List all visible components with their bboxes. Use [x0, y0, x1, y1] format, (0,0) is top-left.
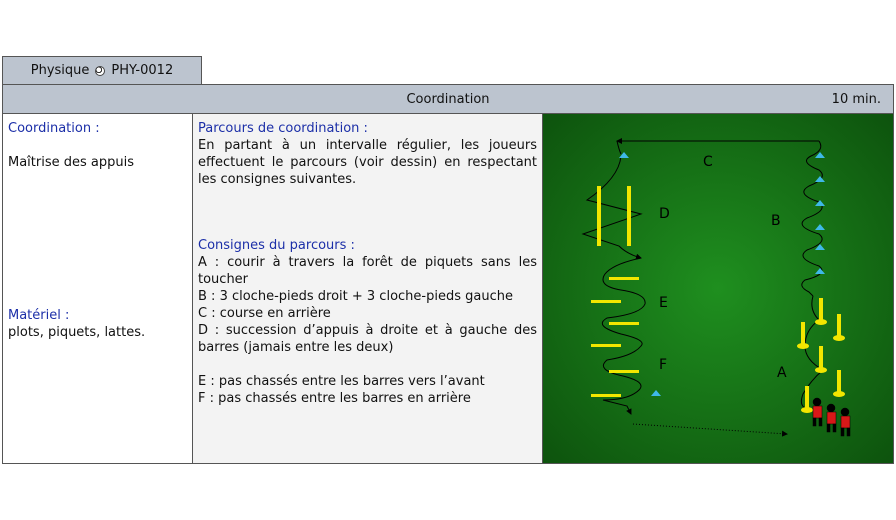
bar [591, 344, 621, 347]
pole [805, 386, 809, 410]
bar [609, 322, 639, 325]
rule-e: E : pas chassés entre les barres vers l’avant [198, 374, 485, 389]
pole [627, 186, 631, 246]
rules-label: Consignes du parcours : [198, 238, 355, 253]
category-label: Physique [30, 63, 90, 78]
course-label: Parcours de coordination : [198, 121, 368, 136]
material-label: Matériel : [8, 308, 70, 323]
rule-f: F : pas chassés entre les barres en arrière [198, 391, 471, 406]
bar [609, 370, 639, 373]
objective-text: Maîtrise des appuis [8, 155, 135, 170]
exercise-title: Coordination [406, 92, 490, 107]
label-f: F [659, 357, 668, 373]
course-diagram [543, 114, 893, 463]
description-column [193, 114, 543, 463]
bar [591, 394, 621, 397]
diagram-svg [543, 114, 893, 463]
label-e: E [659, 295, 668, 311]
label-d: D [659, 206, 670, 222]
rule-c: C : course en arrière [198, 306, 331, 321]
objective-label: Coordination : [8, 121, 100, 136]
pole [819, 298, 823, 322]
objectives-column [3, 114, 193, 463]
field-background [543, 114, 893, 463]
label-b: B [771, 213, 781, 229]
rule-d: D : succession d’appuis à droite et à gauche des barres (jamais entre les deux) [198, 323, 537, 355]
pole [597, 186, 601, 246]
label-c: C [703, 154, 713, 170]
exercise-tab[interactable] [2, 56, 202, 84]
rule-b: B : 3 cloche-pieds droit + 3 cloche-pieds gauche [198, 289, 513, 304]
bar [609, 277, 639, 280]
pole [801, 322, 805, 346]
exercise-code: PHY-0012 [111, 63, 174, 78]
pole [837, 314, 841, 338]
pole [837, 370, 841, 394]
exercise-sheet [2, 84, 894, 464]
exercise-duration: 10 min. [831, 92, 881, 107]
football-icon [95, 66, 105, 76]
material-text: plots, piquets, lattes. [8, 325, 146, 340]
course-text: En partant à un intervalle régulier, les joueurs effectuent le parcours (voir dessin) en respectant les consignes suivantes. [198, 138, 537, 187]
bar [591, 300, 621, 303]
label-a: A [777, 365, 787, 381]
pole [819, 346, 823, 370]
exercise-header [3, 85, 893, 114]
rule-a: A : courir à travers la forêt de piquets sans les toucher [198, 255, 537, 287]
